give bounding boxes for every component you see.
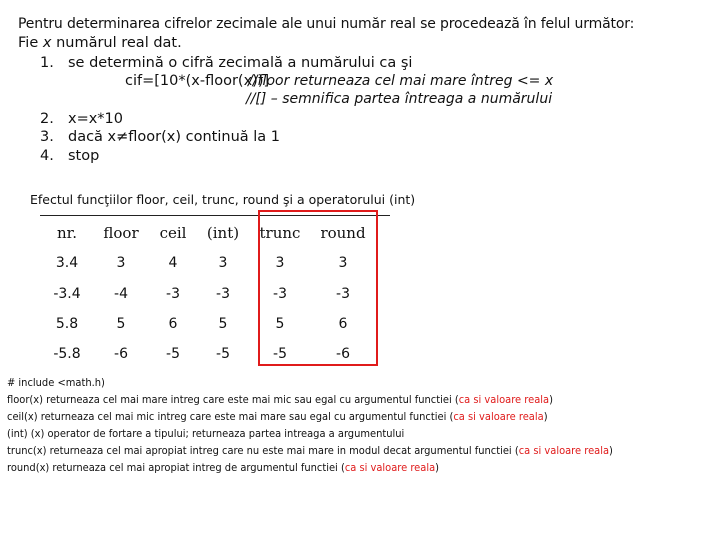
table-cell: 5.8 bbox=[55, 316, 79, 332]
note-trunc-end: ) bbox=[609, 444, 613, 457]
intro-line bbox=[18, 35, 182, 51]
note-trunc-text: trunc(x) returneaza cel mai apropiat intreg care nu este mai mare in modul decat argumentul functiei ( bbox=[7, 444, 519, 457]
table-cell: -4 bbox=[114, 286, 128, 302]
note-int: (int) (x) operator de fortare a tipului; returneaza partea intreaga a argumentului bbox=[7, 427, 405, 440]
step-2-number: 2. bbox=[40, 111, 54, 127]
header-round: round bbox=[320, 224, 366, 242]
table-cell: -5 bbox=[166, 346, 180, 362]
table-cell: 6 bbox=[168, 316, 178, 332]
header-nr: nr. bbox=[57, 224, 77, 242]
header-int: (int) bbox=[206, 224, 240, 242]
table-cell: -3 bbox=[336, 286, 350, 302]
comment-brackets: //[] – semnifica partea întreaga a numărului bbox=[246, 91, 553, 107]
note-ceil-red: ca si valoare reala bbox=[453, 410, 544, 423]
table-cell: -3 bbox=[166, 286, 180, 302]
table-cell: 5 bbox=[218, 316, 228, 332]
note-ceil-text: ceil(x) returneaza cel mai mic intreg care este mai mare sau egal cu argumentul functiei ( bbox=[7, 410, 454, 423]
table-title: Efectul funcţiilor floor, ceil, trunc, round şi a operatorului (int) bbox=[30, 192, 416, 207]
comment-floor: //floor returneaza cel mai mare întreg <= x bbox=[248, 73, 554, 89]
table-cell: 3 bbox=[218, 255, 228, 271]
note-floor-text: floor(x) returneaza cel mai mare intreg care este mai mic sau egal cu argumentul functiei ( bbox=[7, 393, 459, 406]
header-trunc: trunc bbox=[259, 224, 301, 242]
table-cell: -6 bbox=[114, 346, 128, 362]
table-cell: 3 bbox=[116, 255, 126, 271]
table-cell: -5.8 bbox=[53, 346, 81, 362]
step-2-text: x=x*10 bbox=[68, 111, 124, 127]
note-round bbox=[7, 461, 439, 474]
note-trunc bbox=[7, 444, 613, 457]
table-cell: 3 bbox=[275, 255, 285, 271]
note-include: # include <math.h) bbox=[7, 376, 105, 389]
table-cell: 3.4 bbox=[55, 255, 79, 271]
code-cif: cif=[10*(x-floor(x))] bbox=[125, 73, 270, 89]
step-3-text: dacă x≠floor(x) continuă la 1 bbox=[68, 129, 280, 145]
step-3-number: 3. bbox=[40, 129, 54, 145]
note-ceil bbox=[7, 410, 548, 423]
header-ceil: ceil bbox=[159, 224, 187, 242]
table-cell: -3 bbox=[273, 286, 287, 302]
table-cell: -3.4 bbox=[53, 286, 81, 302]
table-cell: 5 bbox=[116, 316, 126, 332]
note-round-text: round(x) returneaza cel mai apropiat intreg de argumentul functiei ( bbox=[7, 461, 345, 474]
note-ceil-end: ) bbox=[543, 410, 548, 423]
variable-x: x bbox=[42, 35, 52, 51]
table-cell: -3 bbox=[216, 286, 230, 302]
note-trunc-red: ca si valoare reala bbox=[518, 444, 610, 457]
table-cell: -6 bbox=[336, 346, 350, 362]
step-1-text: se determină o cifră zecimală a numărului ca şi bbox=[68, 55, 413, 71]
note-round-end: ) bbox=[435, 461, 440, 474]
note-floor-red: ca si valoare reala bbox=[458, 393, 550, 406]
intro-rest: numărul real dat. bbox=[56, 35, 182, 51]
step-1-number: 1. bbox=[40, 55, 54, 71]
intro-heading: Pentru determinarea cifrelor zecimale ale unui număr real se procedează în felul următor: bbox=[18, 16, 635, 32]
table-cell: -5 bbox=[216, 346, 230, 362]
step-4-text: stop bbox=[68, 148, 100, 164]
table-cell: 3 bbox=[338, 255, 348, 271]
fie-label: Fie bbox=[18, 35, 39, 51]
note-floor-end: ) bbox=[549, 393, 553, 406]
table-cell: 4 bbox=[168, 255, 178, 271]
table-cell: 6 bbox=[338, 316, 348, 332]
table-cell: -5 bbox=[273, 346, 287, 362]
step-4-number: 4. bbox=[40, 148, 54, 164]
note-floor bbox=[7, 393, 553, 406]
trunc-round-highlight-box bbox=[258, 210, 378, 366]
table-cell: 5 bbox=[275, 316, 285, 332]
header-floor: floor bbox=[103, 224, 139, 242]
note-round-red: ca si valoare reala bbox=[344, 461, 436, 474]
